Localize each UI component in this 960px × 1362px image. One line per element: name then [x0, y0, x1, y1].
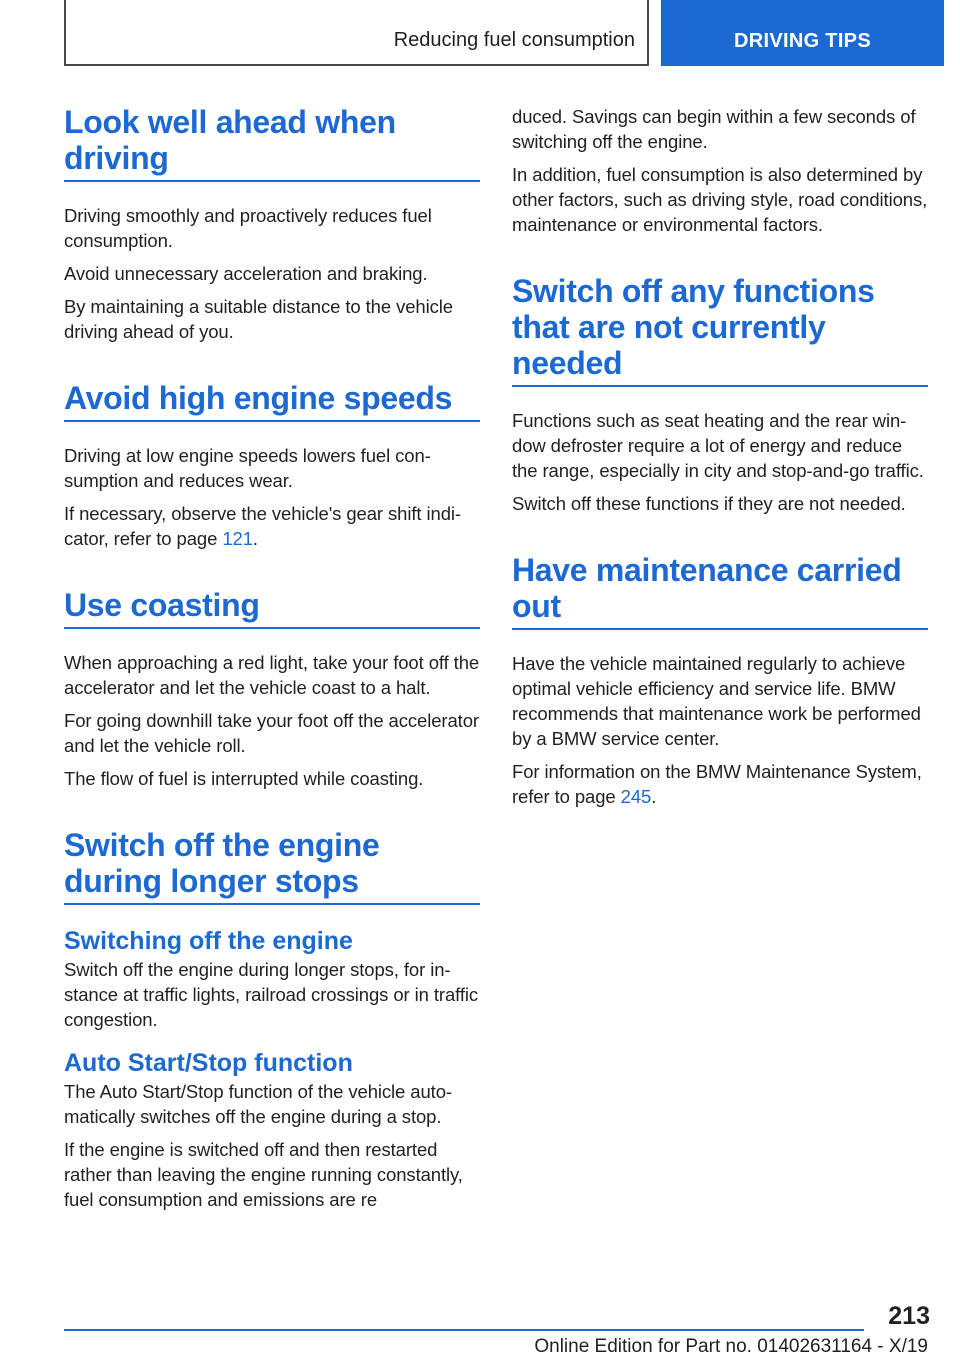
heading-coasting: Use coasting — [64, 587, 480, 629]
paragraph: The Auto Start/Stop function of the vehicle automatically switches off the engine during a stop. — [64, 1081, 453, 1127]
section-switch-off-functions — [512, 273, 928, 516]
section-maintenance — [512, 552, 928, 809]
footer-divider — [64, 1329, 864, 1331]
paragraph: When approaching a red light, take your foot off the accelerator and let the vehicle coast to a halt. — [64, 652, 480, 698]
paragraph: If the engine is switched off and then restarted rather than leaving the engine running constantly, fuel consumption and emissions are re — [64, 1139, 463, 1210]
paragraph: Switch off the engine during longer stops, for instance at traffic lights, railroad crossings or in traffic congestion. — [64, 959, 479, 1030]
chapter-tab[interactable] — [661, 0, 944, 66]
paragraph: In addition, fuel consumption is also determined by other factors, such as driving style, road conditions, maintenance or environmental factors. — [512, 164, 928, 235]
paragraph: Avoid unnecessary acceleration and braking. — [64, 263, 428, 284]
paragraph: Functions such as seat heating and the rear window defroster require a lot of energy and reduce the range, especially in city and stop-and-go traffic. — [512, 410, 924, 481]
section-look-ahead — [64, 104, 480, 344]
paragraph: If necessary, observe the vehicle's gear shift indicator, refer to page 121. — [64, 503, 462, 549]
paragraph: Driving smoothly and proactively reduces fuel consumption. — [64, 205, 432, 251]
heading-maintenance: Have maintenance carried out — [512, 552, 928, 630]
paragraph: For information on the BMW Maintenance System, refer to page 245. — [512, 761, 922, 807]
paragraph: duced. Savings can begin within a few seconds of switching off the engine. — [512, 106, 916, 152]
section-engine-speeds — [64, 380, 480, 551]
paragraph: Have the vehicle maintained regularly to achieve optimal vehicle efficiency and service life. BMW recommends that maintenance work be performed by a BMW service center. — [512, 653, 921, 749]
section-continuation — [512, 104, 928, 237]
edition-note: Online Edition for Part no. 01402631164 - X/19 — [534, 1336, 928, 1357]
paragraph: The flow of fuel is interrupted while coasting. — [64, 768, 424, 789]
heading-engine-speeds: Avoid high engine speeds — [64, 380, 480, 422]
right-column — [512, 104, 928, 845]
heading-switch-off-functions: Switch off any functions that are not currently needed — [512, 273, 928, 387]
subheading-switching-off: Switching off the engine — [64, 927, 353, 955]
section-switch-off-engine — [64, 827, 480, 1212]
paragraph: Driving at low engine speeds lowers fuel consumption and reduces wear. — [64, 445, 431, 491]
paragraph: By maintaining a suitable distance to the vehicle driving ahead of you. — [64, 296, 453, 342]
page-link-121[interactable]: 121 — [222, 528, 253, 549]
subheading-auto-start-stop: Auto Start/Stop function — [64, 1049, 353, 1077]
paragraph: For going downhill take your foot off the accelerator and let the vehicle roll. — [64, 710, 479, 756]
page-number: 213 — [888, 1302, 930, 1330]
running-header-section — [64, 0, 649, 66]
section-title: Reducing fuel consumption — [393, 29, 635, 51]
page-link-245[interactable]: 245 — [620, 786, 652, 807]
heading-look-ahead: Look well ahead when driving — [64, 104, 480, 182]
section-coasting — [64, 587, 480, 791]
chapter-title: DRIVING TIPS — [734, 30, 871, 52]
heading-switch-off-engine: Switch off the engine during longer stops — [64, 827, 480, 905]
left-column — [64, 104, 480, 1248]
paragraph: Switch off these functions if they are not needed. — [512, 493, 906, 514]
